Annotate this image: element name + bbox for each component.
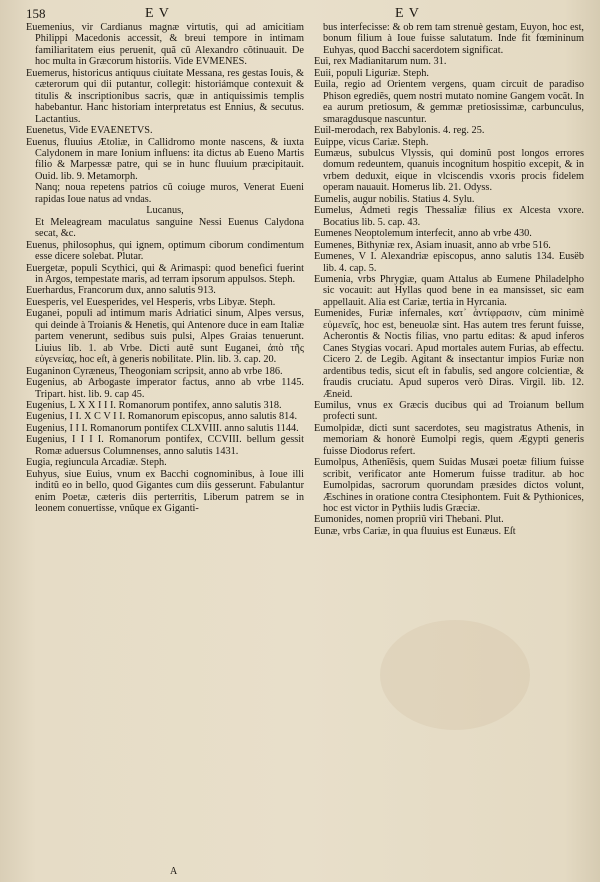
dictionary-entry: Euil-merodach, rex Babylonis. 4. reg. 25. bbox=[314, 125, 485, 137]
dictionary-entry: Euemerus, historicus antiquus ciuitate Messana, res gestas Iouis, & cæterorum qui dii putantur, collegit: historiámque contexuit & titulis & inscriptionibus sacris, quæ in antiquissimis templis habebantur. Hanc historiam interpretatus est Ennius, & secutus. Lactantius. bbox=[26, 67, 304, 125]
dictionary-entry: Euii, populi Liguriæ. Steph. bbox=[314, 67, 429, 79]
dictionary-entry: Eumilus, vnus ex Græcis ducibus qui ad Troianum bellum profecti sunt. bbox=[314, 399, 584, 423]
dictionary-entry: Eumenia, vrbs Phrygiæ, quam Attalus ab Eumene Philadelpho sic vocauit: aut Hyllas quod bene in ea mansisset, sic eam appellauit. Alia est Cariæ, tertia in Hyrcania. bbox=[314, 273, 584, 308]
dictionary-entry: bus interfecisse: & ob rem tam strenuè gestam, Euyon, hoc est, bonum filium à Ioue fuisse salutatum. Inde fit fœmininum Euhyas, quod Bacchi sacerdotem significat. bbox=[323, 22, 584, 56]
dictionary-entry: Euila, regio ad Orientem vergens, quam circuit de paradiso Phison egrediẽs, quem nostri mutato nomine Gangem vocãt. In ea aurum pretiosum, & gemmæ pretiosissimæ, carbunculus, smaragdusque nascuntur. bbox=[314, 79, 584, 125]
dictionary-entry: Eui, rex Madianitarum num. 31. bbox=[314, 56, 447, 68]
dictionary-entry: Euganei, populi ad intimum maris Adriatici sinum, Alpes versus, qui deinde à Troianis & Henetis, qui Antenore duce in eam Italiæ partem venerunt, sedibus suis pulsi, Alpes Graias tenuerunt. Liuius lib. 1. ab Vrbe. Dicti autẽ sunt Euganei, ἀπὸ τῆς εὐγενείας, hoc eſt, à generis nobilitate. Plin. lib. 3. cap. 20. bbox=[26, 308, 304, 366]
dictionary-entry: Euerhardus, Francorum dux, anno salutis 913. bbox=[26, 285, 216, 297]
dictionary-entry: Eumelus, Admeti regis Thessaliæ filius ex Alcesta vxore. Bocatius lib. 5. cap. 43. bbox=[314, 205, 584, 228]
dictionary-entry: Eumelis, augur nobilis. Statius 4. Sylu. bbox=[314, 193, 475, 205]
dictionary-entry: Eumolpidæ, dicti sunt sacerdotes, seu magistratus Athenis, in memoriam & honorè Eumolpi regis, quem Ægypti generis fuisse Diodorus refert. bbox=[314, 422, 584, 457]
page-number: 158 bbox=[26, 6, 46, 21]
dictionary-entry: Eumæus, subulcus Vlyssis, qui dominũ post longos errores domum redeuntem, quanuis incognitum hospitio excepit, & in vrbem deduxit, eique in vlciscendis vxoris procis fidelem operam nauauit. Homerus lib. 21. Odyss. bbox=[314, 147, 584, 194]
dictionary-entry: Nanq; noua repetens patrios cũ coiuge muros, Venerat Eueni rapidas Ioue natus ad vndas. bbox=[35, 182, 304, 205]
dictionary-entry: Euesperis, vel Euesperides, vel Hesperis, vrbs Libyæ. Steph. bbox=[26, 296, 276, 308]
dictionary-entry: Euergetæ, populi Scythici, qui & Arimaspi: quod benefici fuerint in Argos, tempestate maris, ad terram ipsorum appulsos. Steph. bbox=[26, 262, 304, 285]
dictionary-entry: Eugia, regiuncula Arcadiæ. Steph. bbox=[26, 457, 167, 469]
dictionary-entry: Eunæ, vrbs Cariæ, in qua fluuius est Eunæus. Eſt bbox=[314, 525, 516, 537]
dictionary-entry: Euhyus, siue Euius, vnum ex Bacchi cognominibus, à Ioue illi inditũ eo in bello, quod Gigantes cum diis gesserunt. Fabulantur enim Poetæ, cæteris diis perterritis, Liberum patrem se in leonem conuertisse, vnũque ex Giganti- bbox=[26, 468, 304, 515]
dictionary-entry: Eugenius, ab Arbogaste imperator factus, anno ab vrbe 1145. Tripart. hist. lib. 9. cap 45. bbox=[26, 377, 304, 400]
dictionary-entry: Eumonides, nomen propriũ viri Thebani. Plut. bbox=[314, 514, 504, 526]
right-header-letters: E V bbox=[395, 6, 420, 21]
dictionary-entry: Euippe, vicus Cariæ. Steph. bbox=[314, 136, 429, 148]
dictionary-entry: Eumenes, V I. Alexandriæ episcopus, anno salutis 134. Eusëb lib. 4. cap. 5. bbox=[314, 251, 584, 274]
dictionary-entry: Eumenides, Furiæ infernales, κατ᾽ ἀντίφρασιν, cùm minimè εὐμενεῖς, hoc est, beneuolæ sint. Has autem tres ferunt fuisse, Acherontis & Noctis filias, vno partu editas: & apud inferos Canes Stygias vocari. Apud mortales autem Furias, ab effectu. Cicero 2. de Legib. Agitant & insectantur impios Furiæ non ardentibus tedis, sicut eſt in fabulis, sed angore colcientiæ, & fraudis cruciatu. Apud superos verò Diras. Virgil. lib. 12. Æneid. bbox=[314, 308, 584, 400]
dictionary-entry: Euenus, philosophus, qui ignem, optimum ciborum condimentum esse dicere solebat. Plutar. bbox=[26, 239, 304, 263]
dictionary-entry: Eugenius, I I I. Romanorum pontifex CLXVIII. anno salutis 1144. bbox=[26, 422, 299, 434]
paper-stain bbox=[380, 620, 530, 730]
dictionary-entry: Eumenes Neoptolemum interfecit, anno ab vrbe 430. bbox=[314, 228, 532, 240]
dictionary-entry: Euenus, fluuius Ætoliæ, in Callidromo monte nascens, & iuxta Calydonem in mare Ionium influens: ita dictus ab Eueno Martis filio & Marpessæ patre, qui se in hunc fluuium præcipitauit. Ouid. lib. 9. Metamorph. bbox=[26, 136, 304, 182]
dictionary-entry: Eugenius, I I. X C V I I. Romanorum episcopus, anno salutis 814. bbox=[26, 411, 298, 423]
dictionary-entry: Eugenius, I I I I. Romanorum pontifex, CCVIII. bellum gessit Romæ aduersus Columnenses, anno salutis 1431. bbox=[26, 434, 304, 457]
left-header-letters: E V bbox=[145, 6, 170, 21]
dictionary-entry: Et Meleagream maculatus sanguine Nessi Euenus Calydona secat, &c. bbox=[35, 216, 304, 240]
catchword: A bbox=[170, 866, 178, 877]
dictionary-entry: Euganinon Cyræneus, Theogoniam scripsit, anno ab vrbe 186. bbox=[26, 365, 283, 377]
dictionary-entry: Euenetus, Vide EVAENETVS. bbox=[26, 125, 153, 137]
dictionary-entry: Eugenius, L X X I I I. Romanorum pontifex, anno salutis 318. bbox=[26, 399, 282, 411]
dictionary-entry: Eumenes, Bithyniæ rex, Asiam inuasit, anno ab vrbe 516. bbox=[314, 239, 551, 251]
right-column bbox=[314, 22, 584, 537]
dictionary-entry: Eumolpus, Athenĩẽsis, quem Suidas Musæi poetæ filium fuisse scribit, verificator ante Homerum fuisse traditur. ab hoc Eumolpidas, sacrorum quorundam præsides dictos volunt, Æschines in oratione contra Ctesiphontem. Fuit & Pythionices, hoc est victor in Pythiis ludis Græciæ. bbox=[314, 457, 584, 515]
dictionary-entry: Lucanus, bbox=[146, 205, 184, 217]
left-column bbox=[26, 22, 304, 514]
dictionary-entry: Euemenius, vir Cardianus magnæ virtutis, qui ad amicitiam Philippi Macedonis accessit, & breui tempore in intimam familiaritatem eius peruenit, quã cũ Alexandro cõtinuauit. De hoc multa in Græcorum historiis. Vide EVMENES. bbox=[26, 22, 304, 68]
